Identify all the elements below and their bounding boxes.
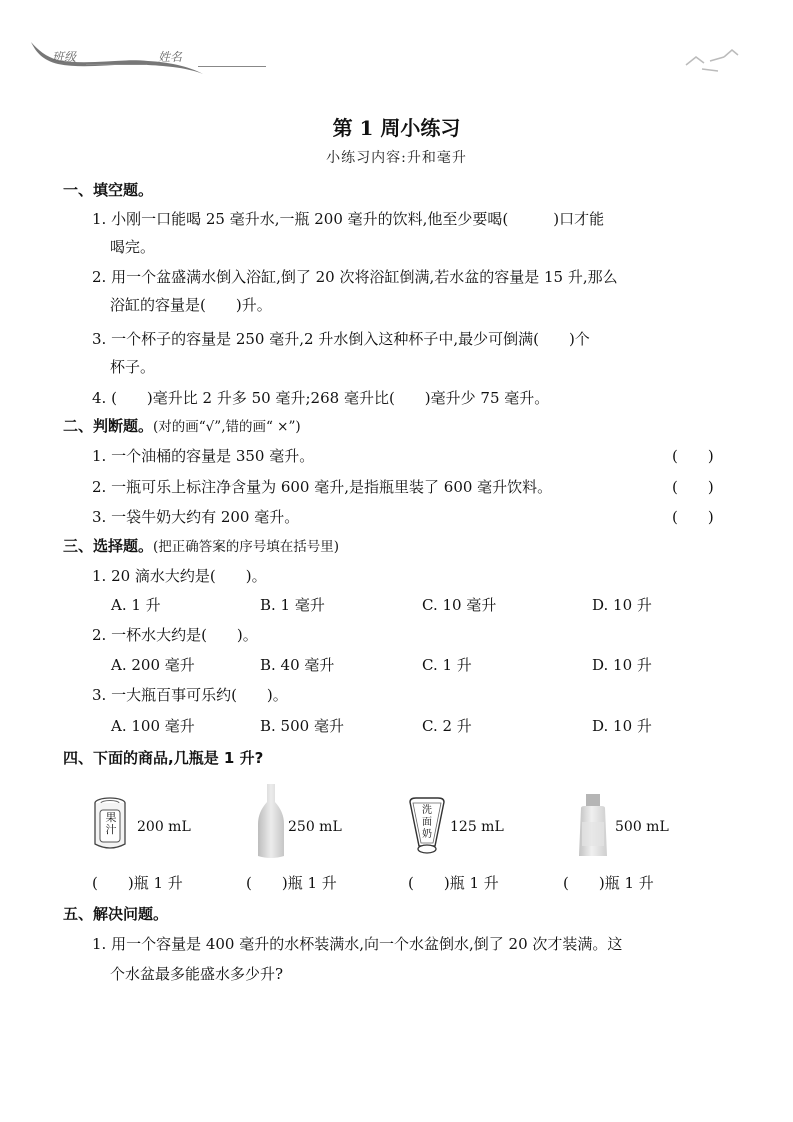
choice-q1-option-d[interactable]: D. 10 升 xyxy=(592,596,652,614)
section-solve-heading: 五、解决问题。 xyxy=(63,905,169,923)
choice-q2: 2. 一杯水大约是( )。 xyxy=(92,626,258,644)
face-wash-text: 洗面奶 xyxy=(422,805,432,840)
fill-q1-line1: 1. 小刚一口能喝 25 毫升水,一瓶 200 毫升的饮料,他至少要喝( )口才能 xyxy=(92,210,605,228)
choice-note: (把正确答案的序号填在括号里) xyxy=(153,539,340,555)
choice-q2-option-d[interactable]: D. 10 升 xyxy=(592,656,652,674)
judge-item-2: 2. 一瓶可乐上标注净含量为 600 毫升,是指瓶里装了 600 毫升饮料。 xyxy=(92,478,553,496)
fill-q3-line2: 杯子。 xyxy=(110,358,156,376)
judge-item-3: 3. 一袋牛奶大约有 200 毫升。 xyxy=(92,508,300,526)
product-1-volume: 200 mL xyxy=(137,819,191,835)
judge-heading-text: 二、判断题。 xyxy=(63,417,154,435)
section-fill-heading: 一、填空题。 xyxy=(63,181,154,199)
choice-q2-option-b[interactable]: B. 40 毫升 xyxy=(260,656,335,674)
judge-answer-3[interactable]: ( ) xyxy=(672,508,714,526)
solve-q1-line1: 1. 用一个容量是 400 毫升的水杯装满水,向一个水盆倒水,倒了 20 次才装满。这 xyxy=(92,935,623,953)
mountain-decoration-icon xyxy=(680,45,760,75)
choice-q3: 3. 一大瓶百事可乐约( )。 xyxy=(92,686,288,704)
solve-q1-line2: 个水盆最多能盛水多少升? xyxy=(110,965,284,983)
choice-q1-option-b[interactable]: B. 1 毫升 xyxy=(260,596,325,614)
name-field[interactable] xyxy=(198,66,266,67)
name-label: 姓名 xyxy=(158,50,183,64)
product-4-volume: 500 mL xyxy=(615,819,669,835)
choice-q2-option-c[interactable]: C. 1 升 xyxy=(422,656,472,674)
class-field[interactable] xyxy=(86,64,146,65)
judge-item-1: 1. 一个油桶的容量是 350 毫升。 xyxy=(92,447,315,465)
choice-q3-option-d[interactable]: D. 10 升 xyxy=(592,717,652,735)
product-3-answer[interactable]: ( )瓶 1 升 xyxy=(408,874,499,892)
product-2-volume: 250 mL xyxy=(288,819,342,835)
choice-heading-text: 三、选择题。 xyxy=(63,537,154,555)
choice-q1: 1. 20 滴水大约是( )。 xyxy=(92,567,267,585)
fill-q1-line2: 喝完。 xyxy=(110,238,156,256)
fill-q3-line1: 3. 一个杯子的容量是 250 毫升,2 升水倒入这种杯子中,最少可倒满( )个 xyxy=(92,330,590,348)
choice-q2-option-a[interactable]: A. 200 毫升 xyxy=(111,656,195,674)
fill-q2-line1: 2. 用一个盆盛满水倒入浴缸,倒了 20 次将浴缸倒满,若水盆的容量是 15 升,那么 xyxy=(92,268,618,286)
section-judge-heading xyxy=(63,415,301,436)
choice-q1-option-a[interactable]: A. 1 升 xyxy=(111,596,161,614)
glass-bottle-icon xyxy=(256,782,286,860)
section-products-heading: 四、下面的商品,几瓶是 1 升? xyxy=(63,749,264,767)
product-3-volume: 125 mL xyxy=(450,819,504,835)
fill-q4: 4. ( )毫升比 2 升多 50 毫升;268 毫升比( )毫升少 75 毫升。 xyxy=(92,389,550,407)
plastic-bottle-icon xyxy=(575,792,611,860)
choice-q3-option-a[interactable]: A. 100 毫升 xyxy=(111,717,195,735)
section-choice-heading xyxy=(63,535,339,556)
judge-answer-2[interactable]: ( ) xyxy=(672,478,714,496)
choice-q3-option-c[interactable]: C. 2 升 xyxy=(422,717,472,735)
product-2-answer[interactable]: ( )瓶 1 升 xyxy=(246,874,337,892)
judge-note: (对的画“√”,错的画“ ×”) xyxy=(153,419,301,435)
fill-q2-line2: 浴缸的容量是( )升。 xyxy=(110,296,272,314)
choice-q3-option-b[interactable]: B. 500 毫升 xyxy=(260,717,344,735)
judge-answer-1[interactable]: ( ) xyxy=(672,447,714,465)
class-label: 班级 xyxy=(52,50,77,64)
product-4-answer[interactable]: ( )瓶 1 升 xyxy=(563,874,654,892)
page-subtitle: 小练习内容:升和毫升 xyxy=(326,150,467,166)
juice-can-text: 果汁 xyxy=(105,811,117,836)
product-1-answer[interactable]: ( )瓶 1 升 xyxy=(92,874,183,892)
page-title: 第 1 周小练习 xyxy=(332,116,461,140)
solve-answer-area[interactable] xyxy=(94,995,734,1105)
choice-q1-option-c[interactable]: C. 10 毫升 xyxy=(422,596,497,614)
